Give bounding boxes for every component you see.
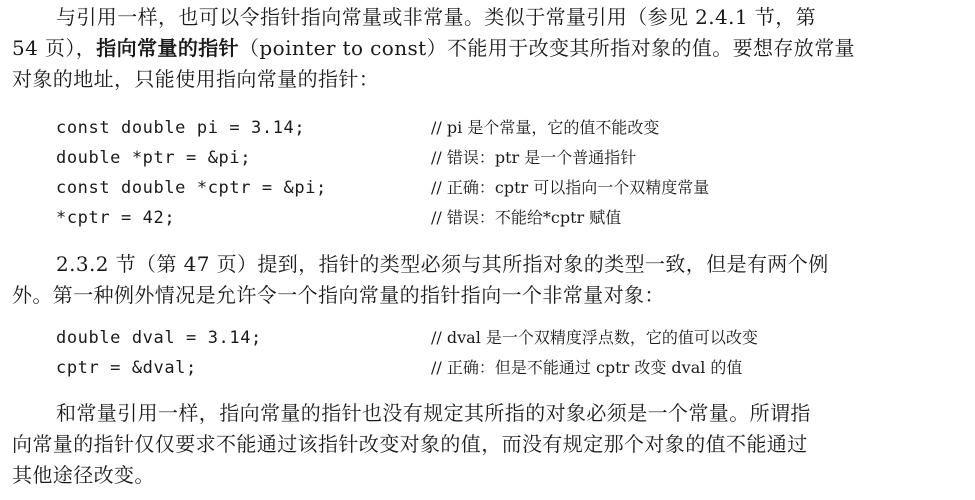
- code-comment: // pi 是个常量，它的值不能改变: [431, 118, 660, 137]
- paragraph-text: 向常量的指针仅仅要求不能通过该指针改变对象的值，而没有规定那个对象的值不能通过: [12, 432, 808, 456]
- code-comment: // dval 是一个双精度浮点数，它的值可以改变: [431, 328, 758, 347]
- paragraph-line: [12, 249, 956, 280]
- code-statement: const double *cptr = &pi;: [56, 178, 327, 198]
- paragraph-pointer-to-const-summary: [12, 398, 956, 491]
- code-line: [56, 113, 956, 143]
- code-comment: // 正确：但是不能通过 cptr 改变 dval 的值: [431, 358, 743, 377]
- code-comment: // 正确：cptr 可以指向一个双精度常量: [431, 178, 710, 197]
- code-statement: const double pi = 3.14;: [56, 118, 306, 138]
- paragraph-text: 54 页），: [12, 36, 97, 60]
- paragraph-line: [12, 33, 956, 64]
- code-line: [56, 323, 956, 353]
- code-example-2: [56, 323, 956, 383]
- code-comment: // 错误：不能给*cptr 赋值: [431, 208, 622, 227]
- code-statement: *cptr = 42;: [56, 208, 176, 228]
- term-pointer-to-const: 指向常量的指针: [96, 36, 240, 60]
- paragraph-pointer-to-const-intro: [12, 2, 956, 95]
- paragraph-line: [12, 64, 956, 95]
- paragraph-text: 与引用一样，也可以令指针指向常量或非常量。类似于常量引用（参见 2.4.1 节，第: [56, 5, 817, 29]
- code-line: [56, 143, 956, 173]
- code-comment: // 错误：ptr 是一个普通指针: [431, 148, 637, 167]
- paragraph-line: [12, 398, 956, 429]
- paragraph-line: [12, 280, 956, 311]
- paragraph-line: [12, 429, 956, 460]
- paragraph-text: 2.3.2 节（第 47 页）提到，指针的类型必须与其所指对象的类型一致，但是有两个例: [56, 252, 829, 276]
- code-statement: double dval = 3.14;: [56, 328, 262, 348]
- paragraph-text: 和常量引用一样，指向常量的指针也没有规定其所指的对象必须是一个常量。所谓指: [56, 401, 811, 425]
- paragraph-line: [12, 2, 956, 33]
- paragraph-text: 对象的地址，只能使用指向常量的指针：: [12, 67, 380, 91]
- paragraph-line: [12, 460, 956, 491]
- code-example-1: [56, 113, 956, 233]
- code-line: [56, 353, 956, 383]
- paragraph-exception: [12, 249, 956, 311]
- paragraph-text: 其他途径改变。: [12, 463, 155, 487]
- paragraph-text: 外。第一种例外情况是允许令一个指向常量的指针指向一个非常量对象：: [12, 283, 665, 307]
- code-statement: double *ptr = &pi;: [56, 148, 252, 168]
- code-line: [56, 173, 956, 203]
- code-statement: cptr = &dval;: [56, 358, 197, 378]
- code-line: [56, 203, 956, 233]
- paragraph-text: （pointer to const）不能用于改变其所指对象的值。要想存放常量: [239, 36, 856, 60]
